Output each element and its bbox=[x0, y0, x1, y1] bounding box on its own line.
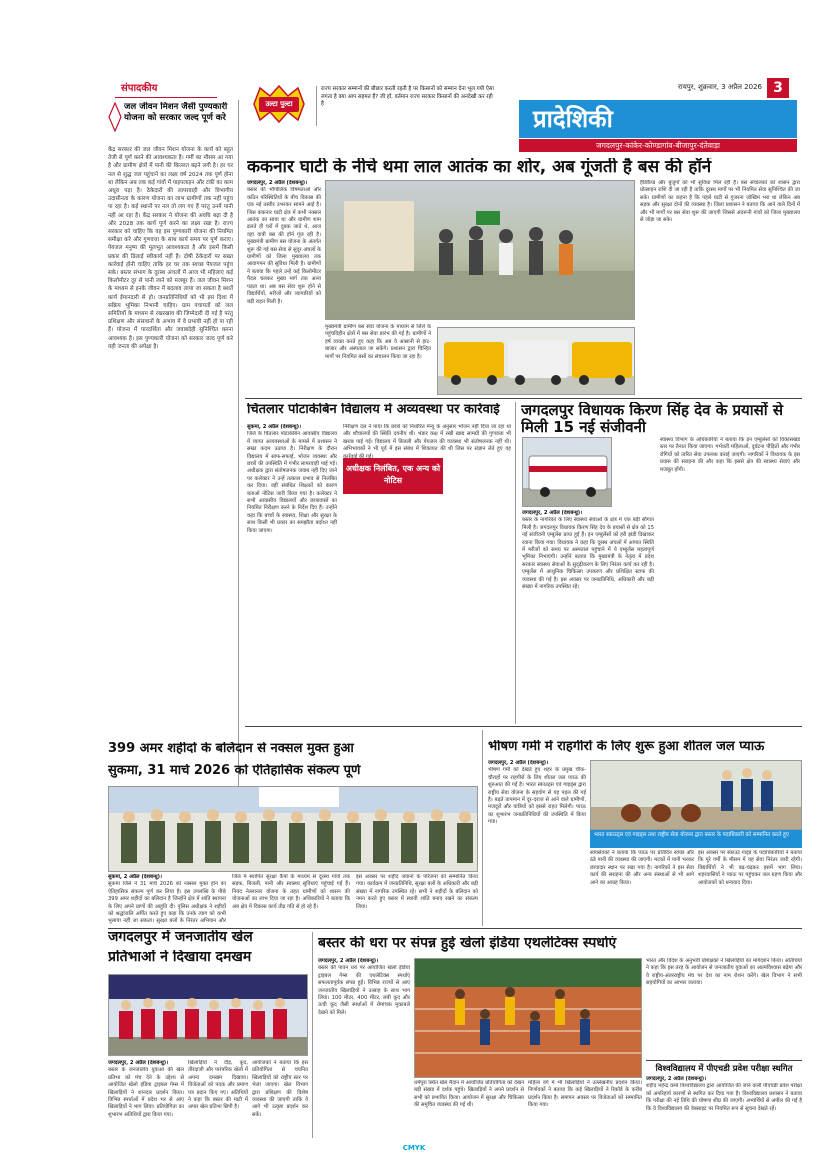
story1-bottom-rule bbox=[245, 398, 802, 399]
ambulance-photo-icon bbox=[523, 438, 612, 507]
section-sub: जगदलपुर-कांकेर-कोण्डागांव-बीजापुर-दंतेवाड़ा bbox=[519, 139, 797, 152]
story7-col1 bbox=[318, 958, 410, 1138]
story3-body: बस्तर के नागरिकों के लिए स्वास्थ्य सेवाओं के क्षेत्र में एक बड़ी सौगात मिली है। जगदलपुर विधायक किरण सिंह देव के प्रयासों से क्षेत्र को 15 नई संजीवनी एम्बुलेंस प्राप्त हुई हैं। इन एम्बुलेंसों को हरी झंडी दिखाकर रवाना किया गया। विधायक ने कहा कि दूरस्थ अंचलों में आपात स्थिति में मरीजों को समय पर अस्पताल पहुंचाने में ये एम्बुलेंस महत्वपूर्ण भूमिका निभाएंगी। उन्होंने बताया कि मुख्यमंत्री के नेतृत्व में प्रदेश सरकार स्वास्थ्य सेवाओं के सुदृढ़ीकरण के लिए निरंतर कार्य कर रही है। एम्बुलेंस में आधुनिक चिकित्सा उपकरण और प्रशिक्षित स्टाफ की व्यवस्था की गई है। इस अवसर पर जनप्रतिनिधि, अधिकारी और बड़ी संख्या में नागरिक उपस्थित रहे। bbox=[522, 517, 654, 591]
story5-col2: स्वयंसेवकों ने बताया कि प्याऊ पर प्रतिदिन स्वच्छ और ठंडे पानी की व्यवस्था की जाएगी। मटकों में पानी भरकर छायादार स्थान पर रखा गया है। नागरिकों ने इस सेवा कार्य की सराहना की और अन्य संस्थाओं से भी आगे आने का आग्रह किया। bbox=[590, 850, 694, 886]
story5-photo bbox=[590, 760, 802, 830]
footer-color-mark-text: CMYK bbox=[402, 1144, 426, 1152]
story5-col1-text: भीषण गर्मी को देखते हुए शहर के प्रमुख चौक-चौराहों पर राहगीरों के लिए शीतल जल प्याऊ की शुरुआत की गई है। भारत स्काउट्स एवं गाइड्स द्वारा राष्ट्रीय सेवा योजना के सहयोग से यह पहल की गई है। बढ़ते तापमान में दूर-दराज से आने वाले ग्रामीणों, मजदूरों और यात्रियों को इससे राहत मिलेगी। प्याऊ का शुभारंभ जनप्रतिनिधियों की उपस्थिति में किया गया। bbox=[488, 767, 586, 826]
story6-col3: आयोजकों ने बताया कि इस प्रतियोगिता से चयनित खिलाड़ियों को राष्ट्रीय स्तर पर भेजा जाएगा। खेल विभाग द्वारा प्रशिक्षण की विशेष व्यवस्था की जाएगी ताकि वे आगे भी उत्कृष्ट प्रदर्शन कर सकें। bbox=[252, 1060, 308, 1118]
story8-body: शहीद महेन्द्र कर्मा विश्वविद्यालय द्वारा आयोजित की जाने वाली पीएचडी प्रवेश परीक्षा को अपरिहार्य कारणों से स्थगित कर दिया गया है। विश्वविद्यालय प्रशासन ने बताया कि परीक्षा की नई तिथि की घोषणा शीघ्र की जाएगी। अभ्यर्थियों से अपील की गई है कि वे विश्वविद्यालय की वेबसाइट पर नियमित रूप से सूचना देखते रहें। bbox=[646, 1083, 802, 1112]
story3-dateline: जगदलपुर, 2 अप्रैल (देशबन्धु)। bbox=[522, 510, 583, 516]
page-number: 3 bbox=[767, 78, 789, 98]
story3-bottom-rule bbox=[245, 726, 802, 727]
story1-col2: मुख्यमंत्री ग्रामीण बस सेवा योजना के माध्यम से जिले के पहुंचविहीन क्षेत्रों में बस सेवा प्रारंभ की गई है। ग्रामीणों ने हर्ष व्यक्त करते हुए कहा कि अब वे आसानी से हाट-बाजार और अस्पताल जा सकेंगे। प्रशासन द्वारा चिन्हित मार्गों पर नियमित बसों का संचालन किया जा रहा है। bbox=[325, 324, 431, 360]
story4-col3: इस अवसर पर शहीद जवानों के परिजनों को सम्मानित किया गया। कार्यक्रम में जनप्रतिनिधि, सुरक्षा बलों के अधिकारी और बड़ी संख्या में नागरिक उपस्थित रहे। सभी ने शहीदों के बलिदान को नमन करते हुए बस्तर में स्थायी शांति बनाए रखने का संकल्प लिया। bbox=[356, 874, 478, 910]
story7-headline: बस्तर की धरा पर संपन्न हुई खेलो इंडिया एथलेटिक्स स्पर्धाएं bbox=[318, 936, 617, 951]
story1-col1-text: बस्तर की भौगोलिक विषमताओं और कठिन परिस्थितियों के बीच विकास की एक नई तस्वीर उभरकर सामने आई है। जिस ककनार घाटी क्षेत्र में कभी नक्सल आतंक का साया था और ग्रामीण शाम ढलते ही घरों में दुबक जाते थे, आज वहां यात्री बस की हॉर्न गूंज रही है। मुख्यमंत्री ग्रामीण बस योजना के अंतर्गत शुरू की गई बस सेवा से सुदूर अंचलों के ग्रामीणों को जिला मुख्यालय तक आवागमन की सुविधा मिली है। ग्रामीणों ने बताया कि पहले उन्हें कई किलोमीटर पैदल चलकर मुख्य मार्ग तक आना पड़ता था। अब बस सेवा शुरू होने से विद्यार्थियों, मरीजों और व्यापारियों को बड़ी राहत मिली है। bbox=[247, 187, 321, 305]
story6-col1-text: बस्तर के जनजातीय युवाओं की खेल प्रतिभा को मंच देने के उद्देश्य से आयोजित खेलो इंडिया ट्राइबल गेम्स में खिलाड़ियों ने शानदार प्रदर्शन किया। विभिन्न स्पर्धाओं में प्रदेश भर से आए खिलाड़ियों ने भाग लिया। प्रतियोगिता का शुभारंभ अतिथियों द्वारा किया गया। bbox=[108, 1067, 184, 1118]
story5-dateline: जगदलपुर, 2 अप्रैल (देशबन्धु)। bbox=[488, 760, 549, 766]
athletics-race-photo-icon bbox=[415, 959, 642, 1078]
story2-body2: निरीक्षण दल ने पाया कि छात्रों को निर्धारित मेन्यू के अनुसार भोजन नहीं दिया जा रहा था और शौचालयों की स्थिति दयनीय थी। भंडार कक्ष में रखी खाद्य सामग्री की गुणवत्ता भी खराब पाई गई। विद्यालय में बिजली और पेयजल की व्यवस्था भी संतोषजनक नहीं थी। अभिभावकों ने भी पूर्व में इस संबंध में शिकायत की थी जिस पर संज्ञान लेते हुए यह कार्रवाई की गई। bbox=[343, 424, 511, 460]
story4-headline2: सुकमा, 31 मार्च 2026 को ऐतिहासिक संकल्प पूर्ण bbox=[108, 764, 361, 778]
story7-col2: धर्मपुरा स्थित खेल मैदान में आयोजित प्रतियोगिता को देखने बड़ी संख्या में दर्शक पहुंचे। खिलाड़ियों ने अपने प्रदर्शन से सभी को प्रभावित किया। आयोजन में सुरक्षा और चिकित्सा की समुचित व्यवस्था की गई थी। bbox=[414, 1080, 524, 1109]
story7-photo bbox=[414, 958, 642, 1078]
story4-col1 bbox=[108, 874, 226, 926]
bus-row-icon bbox=[438, 328, 635, 395]
story1-headline: ककनार घाटी के नीचे थमा लाल आतंक का शोर, अब गूंजती है बस की हॉर्न bbox=[247, 158, 712, 177]
story1-col1 bbox=[247, 180, 321, 395]
editorial-ornament bbox=[108, 102, 122, 132]
logo bbox=[250, 84, 308, 124]
story5-col1 bbox=[488, 760, 586, 926]
story2-body: जिले के चिंतलार पोटाकेबिन आवासीय विद्यालय में व्याप्त अव्यवस्थाओं के मामले में प्रशासन ने सख्त कदम उठाया है। निरीक्षण के दौरान विद्यालय में साफ-सफाई, भोजन व्यवस्था और छात्रों की उपस्थिति में गंभीर लापरवाही पाई गई। अधीक्षक द्वारा संतोषजनक जवाब नहीं दिए जाने पर कलेक्टर ने उन्हें तत्काल प्रभाव से निलंबित कर दिया। वहीं संबंधित शिक्षकों को कारण बताओ नोटिस जारी किया गया है। कलेक्टर ने सभी आवासीय विद्यालयों और छात्रावासों का नियमित निरीक्षण करने के निर्देश दिए हैं। उन्होंने कहा कि बच्चों के स्वास्थ्य, शिक्षा और सुरक्षा के साथ किसी भी प्रकार का समझौता बर्दाश्त नहीं किया जाएगा। bbox=[247, 431, 337, 534]
tribal-games-team-photo-icon bbox=[109, 975, 308, 1056]
story6-headline2: प्रतिभाओं ने दिखाया दमखम bbox=[108, 950, 252, 965]
logo-text: उल्टा पुल्टा bbox=[265, 100, 293, 108]
story4-divider bbox=[482, 730, 483, 926]
story2-divider bbox=[515, 402, 516, 724]
date-line: रायपुर, शुक्रवार, 3 अप्रैल 2026 bbox=[678, 83, 762, 91]
story1-dateline: जगदलपुर, 2 अप्रैल (देशबन्धु)। bbox=[247, 180, 308, 186]
story6-col2: खिलाड़ियों ने दौड़, कूद, तीरंदाजी और पारंपरिक खेलों में अपना दमखम दिखाया। विजेताओं को पदक और प्रमाण पत्र प्रदान किए गए। अतिथियों ने कहा कि बस्तर की माटी में अपार खेल प्रतिभा छिपी है। bbox=[188, 1060, 248, 1111]
story3-col1 bbox=[522, 510, 654, 724]
editorial-tag bbox=[115, 80, 217, 98]
story5-bottom-rule bbox=[108, 928, 802, 929]
story8-headline: विश्वविद्यालय में पीएचडी प्रवेश परीक्षा स्थगित bbox=[655, 1063, 793, 1073]
water-kiosk-photo-icon bbox=[591, 761, 802, 830]
story4-col1-text: सुकमा जिले ने 31 मार्च 2026 को नक्सल मुक्त होने का ऐतिहासिक संकल्प पूर्ण कर लिया है। इस उपलब्धि के पीछे 399 अमर शहीदों का बलिदान है जिन्होंने क्षेत्र में शांति स्थापना के लिए अपने प्राणों की आहुति दी। पुलिस अधीक्षक ने शहीदों को श्रद्धांजलि अर्पित करते हुए कहा कि उनके त्याग को कभी भुलाया नहीं जा सकता। सुरक्षा बलों के निरंतर अभियान और bbox=[108, 881, 226, 925]
bus-launch-photo-icon bbox=[326, 181, 635, 320]
story2-headline: चिंतलार पोटाकेबिन विद्यालय में अव्यवस्था पर कार्रवाई bbox=[247, 403, 500, 417]
story7-col1-text: बस्तर की पावन धरा पर आयोजित खेलो इंडिया ट्राइबल गेम्स की एथलेटिक्स स्पर्धाएं सफलतापूर्वक संपन्न हुईं। विभिन्न राज्यों से आए जनजातीय खिलाड़ियों ने उत्साह के साथ भाग लिया। 100 मीटर, 400 मीटर, लंबी कूद और ऊंची कूद जैसी स्पर्धाओं में रोमांचक मुकाबले देखने को मिले। bbox=[318, 965, 410, 1016]
story4-col2: जिले में स्थापित सुरक्षा कैंपों के माध्यम से दूरस्थ गांवों तक सड़क, बिजली, पानी और स्वास्थ्य सुविधाएं पहुंचाई गई हैं। नियद नेल्लानार योजना के तहत ग्रामीणों को शासन की योजनाओं का लाभ दिया जा रहा है। अधिकारियों ने बताया कि अब क्षेत्र में विकास कार्य तीव्र गति से हो रहे हैं। bbox=[232, 874, 350, 910]
section-banner bbox=[519, 100, 797, 138]
story6-photo bbox=[108, 974, 308, 1056]
story3-photo bbox=[522, 437, 612, 507]
story3-headline: जगदलपुर विधायक किरण सिंह देव के प्रयासों से मिली 15 नई संजीवनी bbox=[521, 402, 783, 436]
story2-callout-text: अधीक्षक निलंबित, एक अन्य को नोटिस bbox=[345, 464, 441, 485]
story6-headline1: जगदलपुर में जनजातीय खेल bbox=[108, 930, 253, 945]
story3-body2: स्वास्थ्य विभाग के अधिकारियों ने बताया कि इन एम्बुलेंसों को विकासखंड स्तर पर तैनात किया जाएगा। गर्भवती महिलाओं, दुर्घटना पीड़ितों और गंभीर रोगियों को त्वरित सेवा उपलब्ध कराई जाएगी। नागरिकों ने विधायक के इस प्रयास की सराहना की और कहा कि इससे क्षेत्र की स्वास्थ्य सेवाएं और मजबूत होंगी। bbox=[660, 437, 800, 473]
story4-headline1: 399 अमर शहीदों के बलिदान से नक्सल मुक्त हुआ bbox=[108, 742, 354, 756]
story5-photo-caption bbox=[590, 830, 802, 848]
story6-col1 bbox=[108, 1060, 184, 1138]
story7-col4: भारत और विदेश के अनुभवी प्रशिक्षकों ने खिलाड़ियों का मार्गदर्शन किया। अतिथियों ने कहा कि इस तरह के आयोजन से जनजातीय युवाओं का आत्मविश्वास बढ़ेगा और वे राष्ट्रीय-अंतरराष्ट्रीय मंच पर देश का नाम रोशन करेंगे। खेल विभाग ने सभी सहयोगियों का आभार जताया। bbox=[646, 958, 802, 987]
editorial-headline: जल जीवन मिशन जैसी पुण्यकारी योजना को सरकार जल्द पूर्ण करे bbox=[124, 102, 228, 123]
story4-dateline: सुकमा, 2 अप्रैल (देशबन्धु)। bbox=[108, 874, 162, 880]
story4-photo bbox=[108, 786, 478, 872]
story5-headline: भीषण गर्मी में राहगीरों के लिए शुरू हुआ शीतल जल प्याऊ bbox=[488, 740, 765, 754]
story8-dateline: जगदलपुर, 2 अप्रैल (देशबन्धु)। bbox=[646, 1076, 707, 1082]
footer-color-mark bbox=[392, 1143, 436, 1153]
story2-col1 bbox=[247, 424, 337, 724]
story1-photo bbox=[325, 180, 635, 320]
story6-dateline: जगदलपुर, 2 अप्रैल (देशबन्धु)। bbox=[108, 1060, 169, 1066]
martyrs-memorial-photo-icon bbox=[109, 787, 478, 872]
story8-box bbox=[646, 1060, 802, 1138]
story1-bus-photo bbox=[437, 327, 635, 395]
editorial-tag-label: संपादकीय bbox=[121, 83, 158, 94]
editorial-body: केंद्र सरकार की जल जीवन मिशन योजना के कार्य को बहुत तेजी से पूर्ण करने की आवश्यकता है। गर्मी का मौसम आ गया है और ग्रामीण क्षेत्रों में पानी की किल्लत बढ़ने लगी है। हर घर नल से शुद्ध जल पहुंचाने का लक्ष्य वर्ष 2024 तक पूर्ण होना था लेकिन अब तक कई गांवों में पाइपलाइन और टंकी का काम अधूरा पड़ा है। ठेकेदारों की लापरवाही और विभागीय उदासीनता के कारण योजना का लाभ ग्रामीणों तक नहीं पहुंच पा रहा है। कई स्थानों पर नल तो लग गए हैं परंतु उनमें पानी नहीं आ रहा है। केंद्र सरकार ने योजना की अवधि बढ़ा दी है और 2028 तक कार्य पूर्ण करने का लक्ष्य रखा है। राज्य सरकार को चाहिए कि वह इस पुण्यकारी योजना की नियमित समीक्षा करे और गुणवत्ता के साथ कार्य समय पर पूर्ण कराए। पेयजल मनुष्य की मूलभूत आवश्यकता है और इसमें किसी प्रकार की ढिलाई स्वीकार्य नहीं है। दोषी ठेकेदारों पर सख्त कार्रवाई होनी चाहिए ताकि हर घर तक स्वच्छ पेयजल पहुंच सके। बस्तर संभाग के दूरस्थ अंचलों में आज भी महिलाएं कई किलोमीटर दूर से पानी लाने को मजबूर हैं। जल जीवन मिशन के माध्यम से इनके जीवन में बदलाव लाया जा सकता है बशर्ते कार्य ईमानदारी से हो। जनप्रतिनिधियों को भी इस दिशा में सक्रिय भूमिका निभानी चाहिए। ग्राम पंचायतों को जल समितियों के माध्यम से रखरखाव की जिम्मेदारी दी गई है परंतु प्रशिक्षण और संसाधनों के अभाव में वे प्रभावी नहीं हो पा रही हैं। योजना में पारदर्शिता और जवाबदेही सुनिश्चित करना आवश्यक है। इस पुण्यकारी योजना को सरकार जल्द पूर्ण करे यही जनता की अपेक्षा है। bbox=[108, 147, 233, 350]
story6-divider bbox=[312, 932, 313, 1138]
quip-box bbox=[316, 86, 494, 126]
story5-photo-caption-text: भारत स्काउट्स एवं गाइड्स तथा राष्ट्रीय सेवा योजना द्वारा बस्तर के पदाधिकारी को सम्मानित करते हुए bbox=[594, 832, 789, 838]
story1-col5: हैंडिकैप्ड और बुजुर्गों को भी सुविधा मिल रही है। बस संचालकों को शासन द्वारा प्रोत्साहन राशि दी जा रही है ताकि दूरस्थ मार्गों पर भी नियमित सेवा सुनिश्चित की जा सके। ग्रामीणों का कहना है कि पहले घाटी से गुजरना जोखिम भरा था लेकिन अब सड़क और सुरक्षा दोनों की व्यवस्था है। जिला प्रशासन ने बताया कि आने वाले दिनों में और भी मार्गों पर बस सेवा शुरू की जाएगी जिससे अंदरूनी गांवों को जिला मुख्यालय से जोड़ा जा सके। bbox=[640, 180, 800, 224]
quip-text: राज्य सरकार सम्मानों की बौछार करती रहती है पर किसानों को सम्मान देना भूल गयी ऐसा लगता है क्या आप सहमत हैं? जी हाँ, वर्तमान राज्य सरकार किसानों की अनदेखी कर रही है bbox=[321, 86, 494, 108]
ornament-icon bbox=[108, 102, 122, 132]
story2-dateline: सुकमा, 2 अप्रैल (देशबन्धु)। bbox=[247, 424, 301, 430]
section-title: प्रादेशिकी bbox=[533, 105, 613, 133]
story7-dateline: जगदलपुर, 2 अप्रैल (देशबन्धु)। bbox=[318, 958, 379, 964]
story7-col3: महिला वर्ग में भी खिलाड़ियों ने उल्लेखनीय प्रदर्शन किया। निर्णायकों ने बताया कि कई खिलाड़ियों ने रिकॉर्ड के करीब प्रदर्शन किया है। समापन अवसर पर विजेताओं को सम्मानित किया गया। bbox=[528, 1080, 642, 1109]
story5-col3: इस अवसर पर स्काउट गाइड के पदाधिकारियों ने बताया कि पूरे गर्मी के मौसम में यह सेवा निरंतर जारी रहेगी। विद्यार्थियों ने भी बढ़-चढ़कर इसमें भाग लिया। शहरवासियों ने प्याऊ पर पहुंचकर जल ग्रहण किया और आयोजकों को धन्यवाद दिया। bbox=[698, 850, 802, 886]
